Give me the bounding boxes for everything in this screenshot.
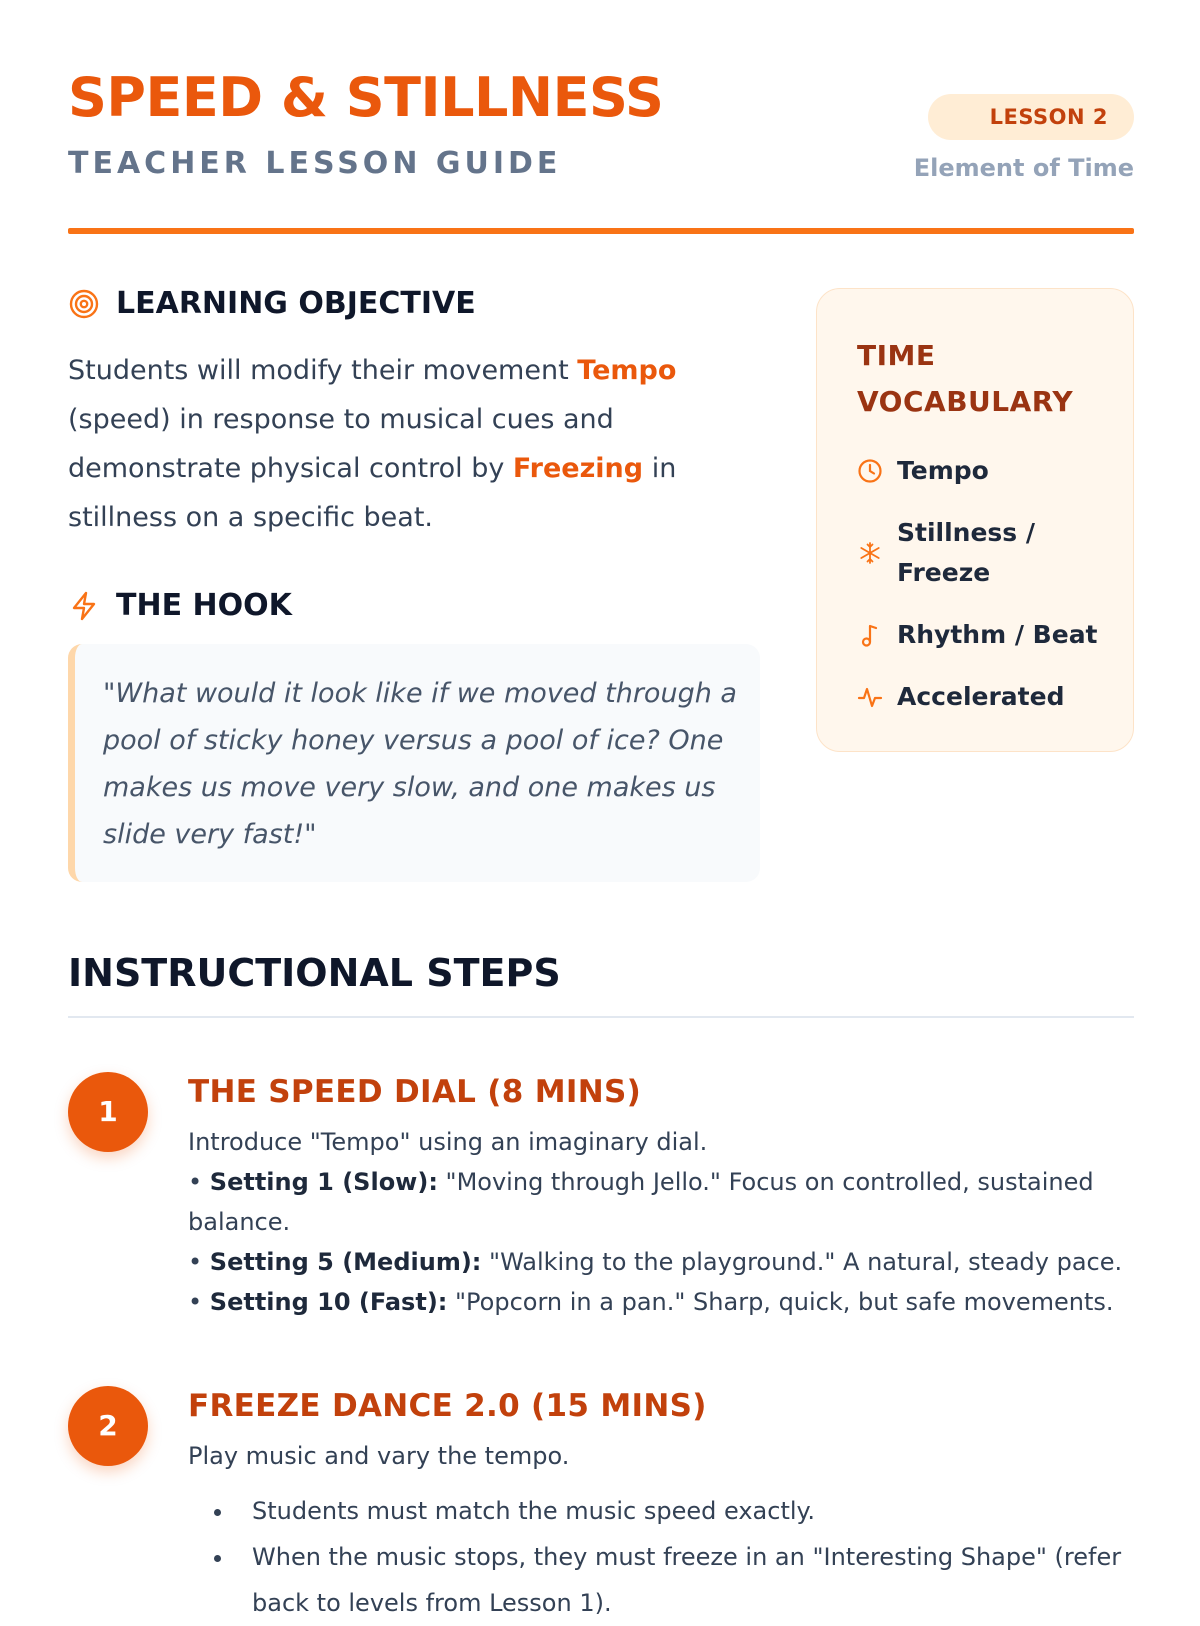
step-title: FREEZE DANCE 2.0 (15 MINS) (188, 1388, 707, 1424)
objective-text-part: Students will modify their movement (68, 355, 578, 386)
step-bullet (188, 1534, 1134, 1626)
step-intro: Play music and vary the tempo. (188, 1442, 570, 1470)
vocabulary-title-line: TIME (857, 339, 936, 372)
objective-text-part: in stillness on a specific beat. (68, 453, 677, 533)
vocabulary-title (857, 333, 1103, 425)
hook-quote-box (68, 644, 760, 882)
bullet-dot (214, 1509, 221, 1516)
vocabulary-item (857, 513, 1103, 593)
snowflake-icon (857, 540, 883, 566)
setting-text: "Popcorn in a pan." Sharp, quick, but safe movements. (447, 1288, 1114, 1316)
objective-heading: LEARNING OBJECTIVE (116, 286, 476, 321)
vocabulary-label: Accelerated (897, 682, 1065, 711)
setting-label: Setting 5 (Medium): (209, 1248, 482, 1276)
hook-heading-row (68, 588, 292, 624)
step-number-badge: 2 (68, 1386, 148, 1466)
page-title: SPEED & STILLNESS (68, 66, 664, 129)
vocabulary-item (857, 677, 1103, 717)
objective-text (68, 346, 708, 542)
highlight-freezing: Freezing (512, 453, 644, 484)
step-setting: • Setting 10 (Fast): "Popcorn in a pan." Sharp, quick, but safe movements. (188, 1288, 1114, 1316)
hook-heading: THE HOOK (116, 588, 292, 623)
vocabulary-title-line: VOCABULARY (857, 385, 1074, 418)
hook-quote: "What would it look like if we moved through a pool of sticky honey versus a pool of ice? One makes us move very slow, and one makes us slide very fast!" (103, 678, 737, 850)
setting-text: "Moving through Jello." Focus on controlled, sustained balance. (188, 1168, 1094, 1236)
step-intro: Introduce "Tempo" using an imaginary dial. (188, 1128, 708, 1156)
vocabulary-item (857, 451, 1103, 491)
step-setting: • Setting 1 (Slow): "Moving through Jello." Focus on controlled, sustained balance. (188, 1168, 1094, 1236)
step-number-badge: 1 (68, 1072, 148, 1152)
vocabulary-item (857, 615, 1103, 655)
header-divider (68, 228, 1134, 234)
setting-label: Setting 10 (Fast): (209, 1288, 448, 1316)
step-body (188, 1072, 1134, 1322)
activity-icon (857, 684, 883, 710)
vocabulary-label: Stillness / Freeze (897, 518, 1036, 587)
step-bullet-text: When the music stops, they must freeze in an "Interesting Shape" (refer back to levels from Lesson 1). (252, 1543, 1122, 1617)
objective-text-part: (speed) in response to musical cues and demonstrate physical control by (68, 404, 614, 484)
objective-heading-row (68, 286, 476, 322)
page-subtitle: TEACHER LESSON GUIDE (68, 146, 562, 181)
header (68, 0, 1134, 236)
bullet-dot (214, 1555, 221, 1562)
lesson-badge: LESSON 2 (928, 94, 1134, 140)
vocabulary-label: Rhythm / Beat (897, 620, 1098, 649)
vocabulary-card (816, 288, 1134, 752)
lightning-icon (68, 590, 100, 622)
lesson-element-label: Element of Time (913, 154, 1134, 182)
vocabulary-list (857, 451, 1103, 717)
step-title: THE SPEED DIAL (8 MINS) (188, 1074, 642, 1110)
target-icon (68, 288, 100, 320)
step-bullet-list (188, 1488, 1134, 1626)
step-bullet-text: Students must match the music speed exactly. (252, 1497, 815, 1525)
vocabulary-label: Tempo (897, 456, 989, 485)
steps-divider (68, 1016, 1134, 1018)
step-body (188, 1386, 1134, 1626)
step-bullet (188, 1488, 1134, 1534)
clock-icon (857, 458, 883, 484)
step-setting: • Setting 5 (Medium): "Walking to the playground." A natural, steady pace. (188, 1248, 1123, 1276)
setting-text: "Walking to the playground." A natural, steady pace. (481, 1248, 1123, 1276)
setting-label: Setting 1 (Slow): (209, 1168, 438, 1196)
music-note-icon (857, 622, 883, 648)
steps-heading: INSTRUCTIONAL STEPS (68, 951, 561, 995)
highlight-tempo: Tempo (577, 355, 677, 386)
